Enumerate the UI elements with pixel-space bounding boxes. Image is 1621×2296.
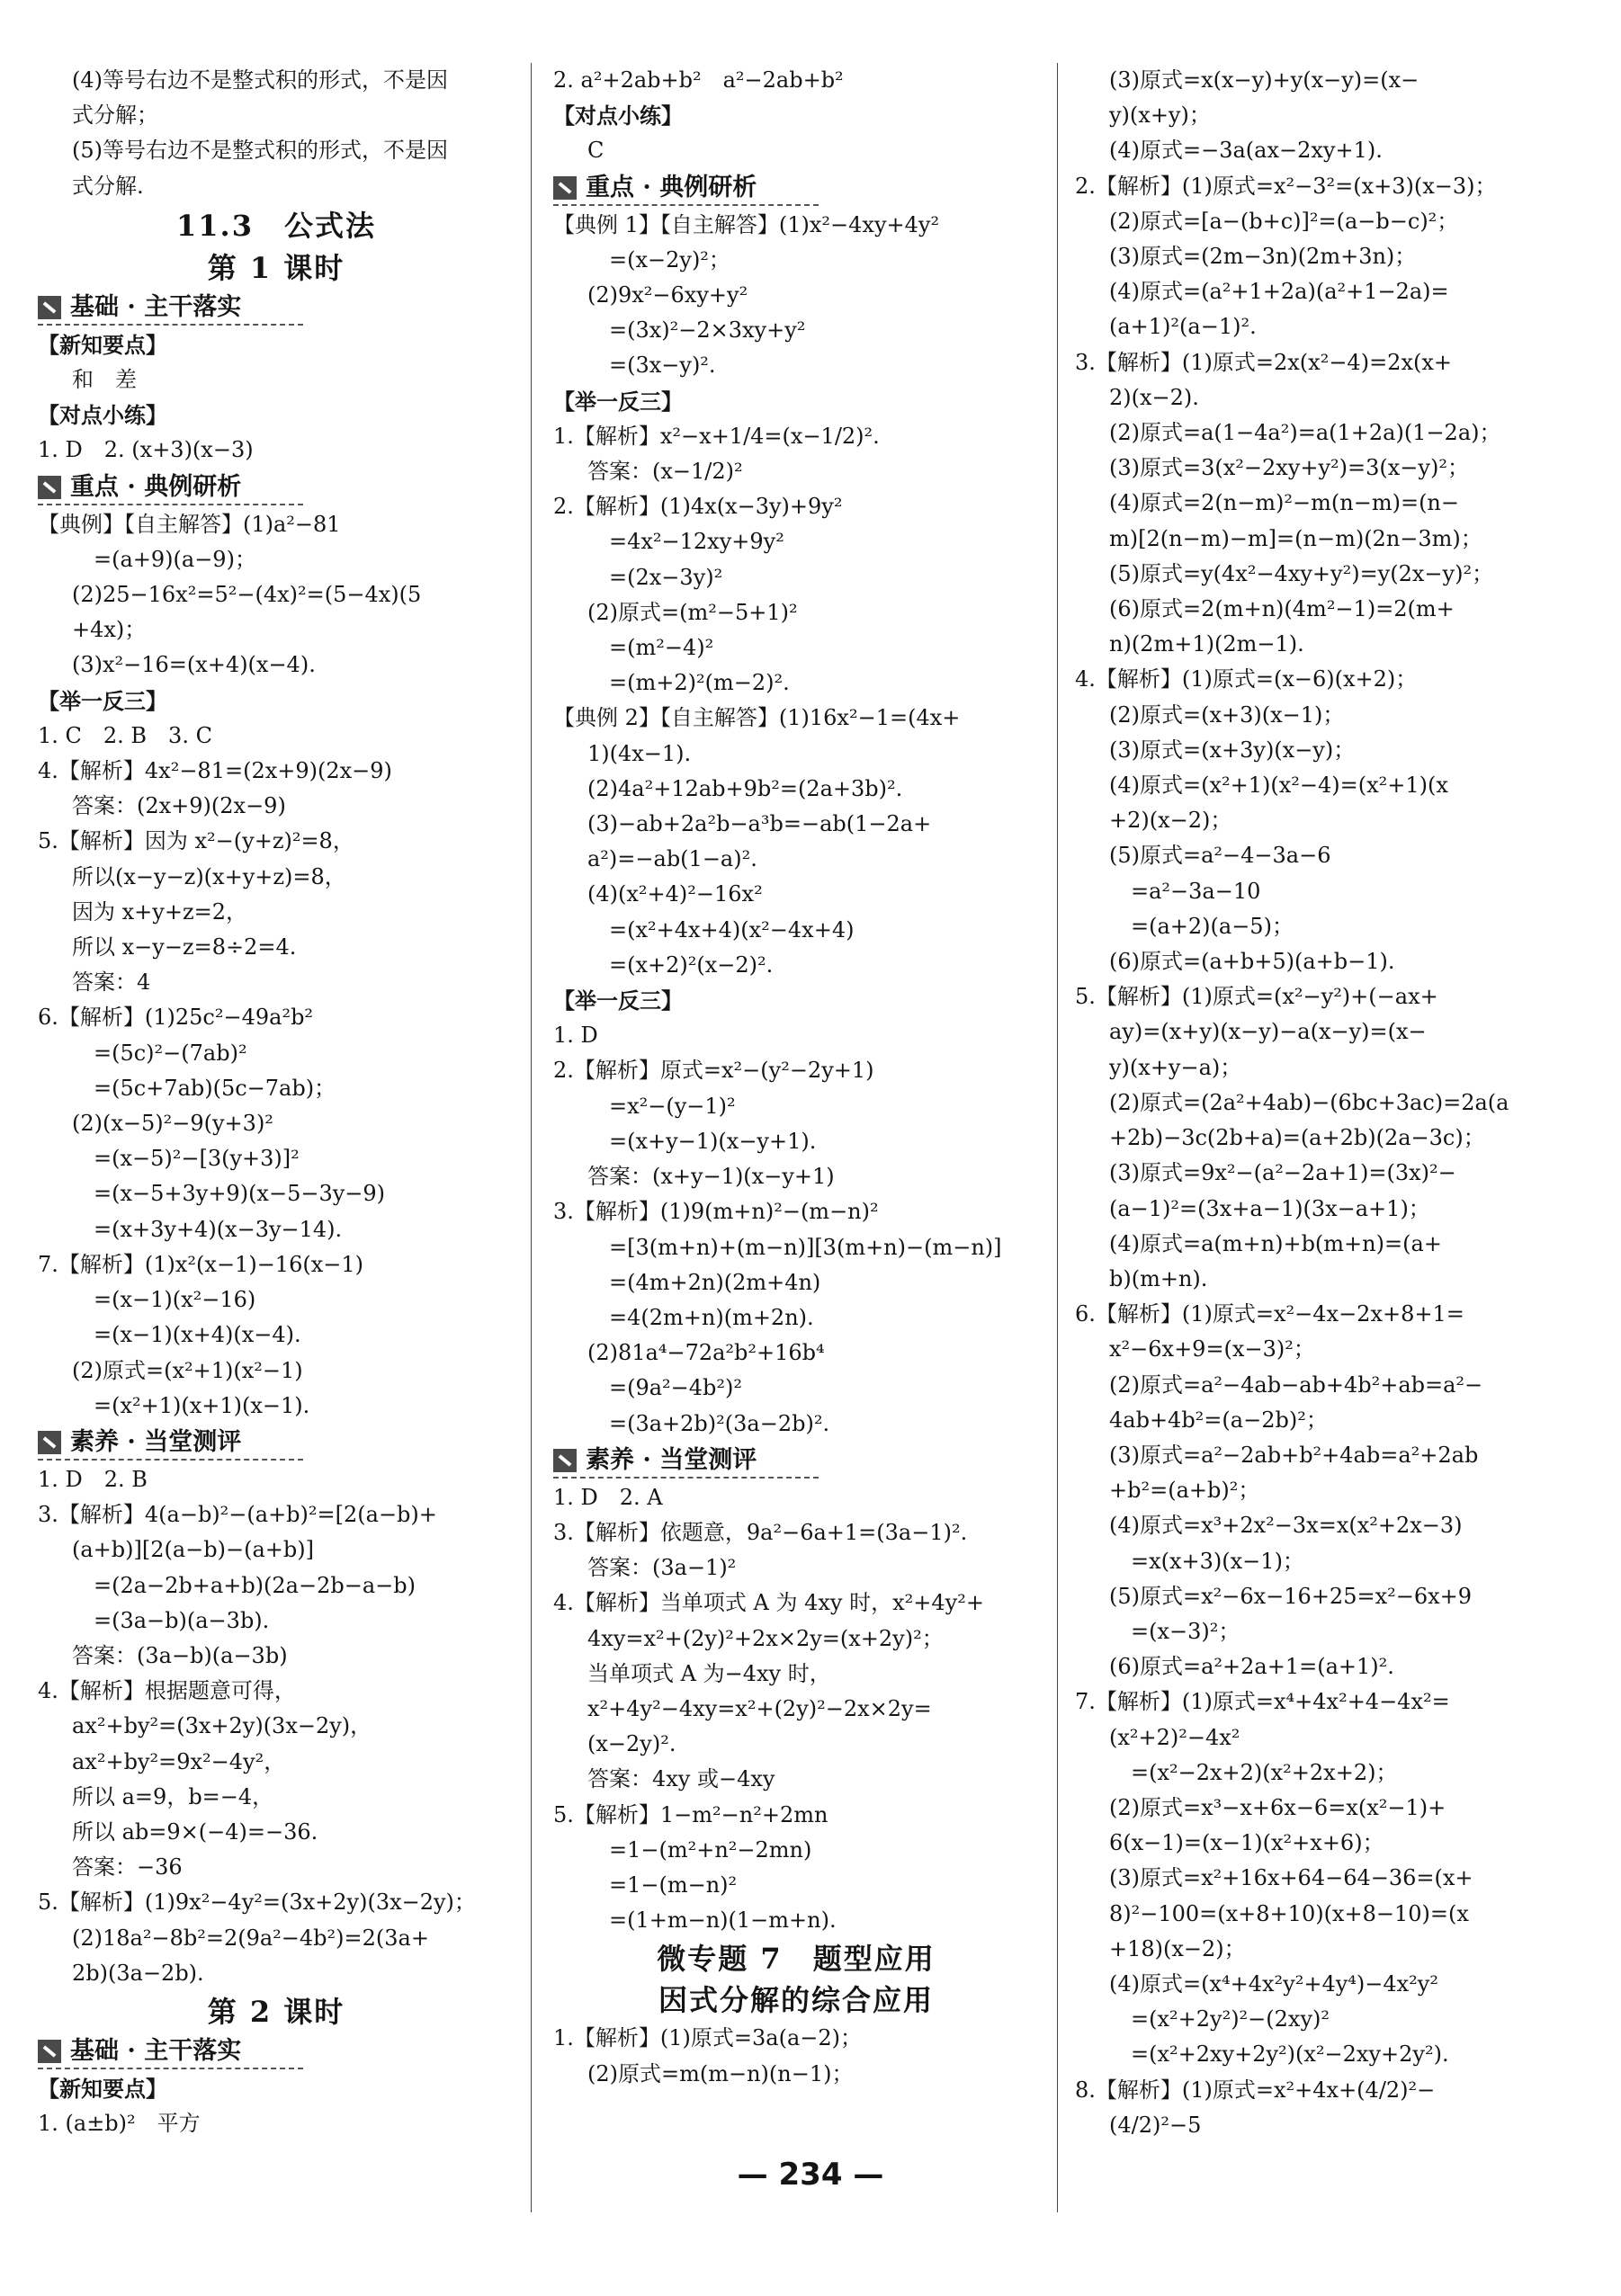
text-line: +4x)； (72, 617, 147, 643)
text-line: (4)原式=(x⁴+4x²y²+4y⁴)−4x²y² (1109, 1970, 1438, 1997)
section-header (38, 472, 303, 505)
text-line: 答案：(x+y−1)(x−y+1) (587, 1164, 835, 1190)
text-line: (4)原式=−3a(ax−2xy+1). (1109, 138, 1383, 164)
text-line: 7.【解析】(1)原式=x⁴+4x²+4−4x²= (1075, 1689, 1450, 1715)
text-line: 所以 ab=9×(−4)=−36. (72, 1818, 318, 1845)
answer-column-1 (38, 63, 515, 2141)
text-line: 2)(x−2). (1109, 384, 1199, 410)
text-line: (a+1)²(a−1)². (1109, 314, 1257, 340)
text-line: 5.【解析】(1)原式=(x²−y²)+(−ax+ (1075, 984, 1438, 1010)
text-line: (2)18a²−8b²=2(9a²−4b²)=2(3a+ (72, 1925, 429, 1951)
text-line: (4)原式=2(n−m)²−m(n−m)=(n− (1109, 490, 1460, 516)
text-line: x²+4y²−4xy=x²+(2y)²−2x×2y= (587, 1695, 932, 1721)
section-header (38, 2036, 303, 2069)
text-line: 4.【解析】根据题意可得， (38, 1678, 296, 1704)
text-line: n)(2m+1)(2m−1). (1109, 631, 1304, 657)
text-line: (6)原式=(a+b+5)(a+b−1). (1109, 949, 1395, 975)
section-marker-icon (553, 176, 577, 200)
text-line: (5)等号右边不是整式积的形式，不是因 (72, 138, 448, 164)
text-line: =(x²+2xy+2y²)(x²−2xy+2y²). (1131, 2041, 1449, 2068)
text-line: y)(x+y)； (1109, 103, 1211, 129)
section-title: 素养 · 当堂测评 (70, 1427, 242, 1456)
text-line: 4.【解析】4x²−81=(2x+9)(2x−9) (38, 758, 392, 784)
text-line: (5)原式=y(4x²−4xy+y²)=y(2x−y)²； (1109, 560, 1494, 586)
text-line: 答案：(3a−b)(a−3b) (72, 1642, 288, 1668)
page-number: — 234 — (737, 2157, 884, 2193)
section-marker-icon (38, 2040, 61, 2063)
text-line: (3)原式=(2m−3n)(2m+3n)； (1109, 244, 1417, 270)
text-line: =x²−(y−1)² (609, 1093, 736, 1119)
text-line: =a²−3a−10 (1131, 878, 1261, 904)
text-line: =(a+2)(a−5)； (1131, 913, 1294, 939)
answer-column-3 (1075, 63, 1588, 2143)
section-marker-icon (38, 296, 61, 319)
text-line: (2)原式=x³−x+6x−6=x(x²−1)+ (1109, 1794, 1446, 1820)
text-line: 【举一反三】 (553, 388, 683, 415)
text-line: =[3(m+n)+(m−n)][3(m+n)−(m−n)] (609, 1234, 1002, 1260)
text-line: =(3x)²−2×3xy+y² (609, 317, 806, 344)
text-line: (2)81a⁴−72a²b²+16b⁴ (587, 1340, 825, 1366)
text-line: =(x−2y)²； (609, 246, 730, 272)
text-line: 1.【解析】x²−x+1/4=(x−1/2)². (553, 423, 880, 449)
text-line: =x(x+3)(x−1)； (1131, 1548, 1304, 1574)
text-line: m)[2(n−m)−m]=(n−m)(2n−3m)； (1109, 525, 1482, 551)
text-line: 5.【解析】1−m²−n²+2mn (553, 1801, 828, 1827)
section-marker-icon (553, 1449, 577, 1472)
text-line: 【举一反三】 (38, 687, 167, 714)
text-line: 2.【解析】(1)4x(x−3y)+9y² (553, 494, 843, 520)
text-line: 4.【解析】(1)原式=(x−6)(x+2)； (1075, 666, 1418, 692)
text-line: =(x−5+3y+9)(x−5−3y−9) (94, 1181, 386, 1207)
text-line: =(x−5)²−[3(y+3)]² (94, 1146, 300, 1172)
text-line: =(3x−y)². (609, 353, 716, 379)
text-line: (3)原式=(x+3y)(x−y)； (1109, 737, 1356, 763)
text-line: (5)原式=a²−4−3a−6 (1109, 843, 1331, 869)
text-line: 所以 a=9，b=−4， (72, 1783, 274, 1809)
text-line: (4)原式=a(m+n)+b(m+n)=(a+ (1109, 1230, 1442, 1256)
section-header (38, 1427, 303, 1461)
text-line: 6(x−1)=(x−1)(x²+x+6)； (1109, 1830, 1384, 1856)
text-line: =(2a−2b+a+b)(2a−2b−a−b) (94, 1572, 416, 1598)
text-line: (5)原式=x²−6x−16+25=x²−6x+9 (1109, 1583, 1473, 1609)
text-line: 【新知要点】 (38, 331, 167, 358)
column-divider-right (1057, 63, 1058, 2212)
text-line: x²−6x+9=(x−3)²； (1109, 1336, 1315, 1362)
text-line: (x−2y)². (587, 1731, 676, 1757)
text-line: 8)²−100=(x+8+10)(x+8−10)=(x (1109, 1900, 1469, 1926)
text-line: ax²+by²=(3x+2y)(3x−2y)， (72, 1713, 372, 1739)
answer-column-2 (553, 63, 1039, 2092)
text-line: (3)−ab+2a²b−a³b=−ab(1−2a+ (587, 811, 932, 837)
section-marker-icon (38, 1431, 61, 1454)
text-line: (4)原式=(x²+1)(x²−4)=(x²+1)(x (1109, 773, 1448, 799)
text-line: 3.【解析】(1)9(m+n)²−(m−n)² (553, 1199, 879, 1225)
text-line: (3)原式=9x²−(a²−2a+1)=(3x)²− (1109, 1160, 1456, 1186)
text-line: b)(m+n). (1109, 1265, 1208, 1291)
text-line: 2. a²+2ab+b² a²−2ab+b² (553, 67, 844, 93)
section-title: 基础 · 主干落实 (70, 2036, 242, 2065)
text-line: =4(2m+n)(m+2n). (609, 1304, 814, 1330)
text-line: =1−(m²+n²−2mn) (609, 1836, 812, 1863)
text-line: 【新知要点】 (38, 2075, 167, 2102)
text-line: =(m²−4)² (609, 635, 714, 661)
text-line: 答案：−36 (72, 1854, 183, 1881)
text-line: =(a+9)(a−9)； (94, 546, 256, 572)
text-line: =(5c)²−(7ab)² (94, 1040, 247, 1066)
text-line: 所以 x−y−z=8÷2=4. (72, 934, 297, 960)
section-title: 重点 · 典例研析 (70, 472, 242, 501)
text-line: (4/2)²−5 (1109, 2112, 1202, 2138)
section-marker-icon (38, 476, 61, 499)
text-line: (4)(x²+4)²−16x² (587, 881, 763, 907)
text-line: 4ab+4b²=(a−2b)²； (1109, 1407, 1328, 1433)
text-line: 所以(x−y−z)(x+y+z)=8， (72, 863, 346, 889)
text-line: 答案：(x−1/2)² (587, 459, 743, 485)
text-line: 1)(4x−1). (587, 740, 692, 766)
text-line: =(m+2)²(m−2)². (609, 670, 790, 696)
text-line: ax²+by²=9x²−4y²， (72, 1748, 286, 1774)
text-line: 1. D 2. A (553, 1484, 663, 1510)
text-line: =(1+m−n)(1−m+n). (609, 1907, 837, 1934)
text-line: 当单项式 A 为−4xy 时， (587, 1660, 831, 1686)
column-divider-left (531, 63, 532, 2212)
section-header (553, 173, 819, 206)
text-line: =(3a+2b)²(3a−2b)². (609, 1410, 830, 1436)
text-line: 8.【解析】(1)原式=x²+4x+(4/2)²− (1075, 2077, 1436, 2103)
text-line: y)(x+y−a)； (1109, 1054, 1242, 1080)
text-line: 7.【解析】(1)x²(x−1)−16(x−1) (38, 1251, 363, 1277)
text-line: 5.【解析】因为 x²−(y+z)²=8， (38, 828, 354, 854)
text-line: (2)原式=(x+3)(x−1)； (1109, 701, 1345, 728)
text-line: =(2x−3y)² (609, 564, 723, 590)
text-line: (2)原式=a(1−4a²)=a(1+2a)(1−2a)； (1109, 420, 1501, 446)
section-header (553, 1445, 819, 1479)
text-line: =(x−3)²； (1131, 1618, 1240, 1644)
section-title: 素养 · 当堂测评 (586, 1445, 757, 1474)
section-title: 重点 · 典例研析 (586, 173, 757, 201)
lesson-title: 第 2 课时 (207, 1994, 345, 2029)
text-line: +2)(x−2)； (1109, 808, 1232, 834)
text-line: (4)等号右边不是整式积的形式，不是因 (72, 67, 448, 93)
text-line: =(x+2)²(x−2)². (609, 951, 774, 978)
text-line: 因为 x+y+z=2， (72, 898, 247, 925)
text-line: a²)=−ab(1−a)². (587, 846, 757, 872)
lesson-title: 第 1 课时 (207, 250, 345, 285)
text-line: 1. (a±b)² 平方 (38, 2111, 201, 2137)
text-line: 答案：4 (72, 969, 151, 996)
text-line: (2)原式=[a−(b+c)]²=(a−b−c)²； (1109, 208, 1459, 234)
text-line: (3)x²−16=(x+4)(x−4). (72, 652, 316, 678)
text-line: (x²+2)²−4x² (1109, 1724, 1240, 1750)
text-line: 【典例 1】【自主解答】(1)x²−4xy+4y² (553, 211, 940, 237)
text-line: =(x−1)(x+4)(x−4). (94, 1322, 301, 1348)
text-line: 和 差 (72, 367, 137, 393)
text-line: 3.【解析】依题意，9a²−6a+1=(3a−1)². (553, 1519, 968, 1545)
text-line: (3)原式=x(x−y)+y(x−y)=(x− (1109, 67, 1419, 93)
text-line: =(x²+4x+4)(x²−4x+4) (609, 916, 855, 943)
text-line: (2)25−16x²=5²−(4x)²=(5−4x)(5 (72, 582, 422, 608)
text-line: (2)原式=(2a²+4ab)−(6bc+3ac)=2a(a (1109, 1089, 1509, 1115)
text-line: +18)(x−2)； (1109, 1935, 1246, 1961)
text-line: =(x²+1)(x+1)(x−1). (94, 1392, 310, 1418)
text-line: 6.【解析】(1)原式=x²−4x−2x+8+1= (1075, 1301, 1464, 1327)
text-line: (4)原式=(a²+1+2a)(a²+1−2a)= (1109, 279, 1449, 305)
text-line: (2)(x−5)²−9(y+3)² (72, 1111, 273, 1137)
text-line: 式分解. (72, 173, 144, 199)
text-line: (2)9x²−6xy+y² (587, 282, 748, 308)
text-line: (a+b)][2(a−b)−(a+b)] (72, 1537, 314, 1563)
text-line: 3.【解析】4(a−b)²−(a+b)²=[2(a−b)+ (38, 1502, 437, 1528)
text-line: 2b)(3a−2b). (72, 1960, 204, 1986)
text-line: =(3a−b)(a−3b). (94, 1607, 270, 1633)
lesson-title: 微专题 7 题型应用 (657, 1942, 936, 1977)
text-line: (6)原式=a²+2a+1=(a+1)². (1109, 1654, 1394, 1680)
text-line: (2)原式=(x²+1)(x²−1) (72, 1357, 303, 1383)
text-line: =(9a²−4b²)² (609, 1375, 743, 1401)
text-line: 【对点小练】 (38, 402, 167, 429)
text-line: (2)4a²+12ab+9b²=(2a+3b)². (587, 775, 903, 801)
text-line: 2.【解析】(1)原式=x²−3²=(x+3)(x−3)； (1075, 173, 1497, 199)
text-line: (3)原式=3(x²−2xy+y²)=3(x−y)²； (1109, 455, 1469, 481)
text-line: (3)原式=x²+16x+64−64−36=(x+ (1109, 1865, 1473, 1891)
text-line: (2)原式=m(m−n)(n−1)； (587, 2060, 854, 2086)
text-line: (6)原式=2(m+n)(4m²−1)=2(m+ (1109, 596, 1455, 622)
text-line: 2.【解析】原式=x²−(y²−2y+1) (553, 1058, 874, 1084)
text-line: 1. D (553, 1023, 598, 1049)
text-line: 1.【解析】(1)原式=3a(a−2)； (553, 2025, 862, 2051)
text-line: (a−1)²=(3x+a−1)(3x−a+1)； (1109, 1195, 1430, 1221)
text-line: (2)原式=a²−4ab−ab+4b²+ab=a²− (1109, 1371, 1483, 1398)
text-line: =1−(m−n)² (609, 1872, 738, 1898)
text-line: =(x²+2y²)²−(2xy)² (1131, 2006, 1330, 2032)
text-line: 3.【解析】(1)原式=2x(x²−4)=2x(x+ (1075, 349, 1452, 375)
text-line: =(5c+7ab)(5c−7ab)； (94, 1075, 336, 1101)
text-line: +b²=(a+b)²； (1109, 1478, 1260, 1504)
lesson-title: 因式分解的综合应用 (658, 1983, 934, 2018)
text-line: =4x²−12xy+9y² (609, 529, 784, 555)
text-line: 答案：(3a−1)² (587, 1555, 737, 1581)
text-line: (4)原式=x³+2x²−3x=x(x²+2x−3) (1109, 1513, 1463, 1539)
text-line: =(x²−2x+2)(x²+2x+2)； (1131, 1759, 1398, 1785)
chapter-title: 11.3 公式法 (176, 208, 376, 243)
text-line: 【举一反三】 (553, 987, 683, 1014)
text-line: =(4m+2n)(2m+4n) (609, 1269, 821, 1295)
text-line: =(x+3y+4)(x−3y−14). (94, 1216, 343, 1242)
text-line: 5.【解析】(1)9x²−4y²=(3x+2y)(3x−2y)； (38, 1890, 476, 1916)
text-line: 1. D 2. B (38, 1466, 148, 1492)
text-line: 6.【解析】(1)25c²−49a²b² (38, 1005, 314, 1031)
section-title: 基础 · 主干落实 (70, 292, 242, 321)
text-line: 【对点小练】 (553, 103, 683, 130)
text-line: 1. D 2. (x+3)(x−3) (38, 437, 254, 463)
text-line: 式分解； (72, 103, 158, 129)
text-line: (2)原式=(m²−5+1)² (587, 599, 798, 625)
text-line: (3)原式=a²−2ab+b²+4ab=a²+2ab (1109, 1442, 1479, 1468)
text-line: 【典例 2】【自主解答】(1)16x²−1=(4x+ (553, 705, 961, 731)
text-line: 4.【解析】当单项式 A 为 4xy 时，x²+4y²+ (553, 1590, 984, 1616)
section-header (38, 292, 303, 326)
text-line: 1. C 2. B 3. C (38, 722, 212, 748)
text-line: ay)=(x+y)(x−y)−a(x−y)=(x− (1109, 1019, 1427, 1045)
text-line: +2b)−3c(2b+a)=(a+2b)(2a−3c)； (1109, 1125, 1485, 1151)
text-line: 【典例】【自主解答】(1)a²−81 (38, 511, 341, 537)
text-line: =(x−1)(x²−16) (94, 1287, 256, 1313)
text-line: 答案：(2x+9)(2x−9) (72, 793, 286, 819)
text-line: =(x+y−1)(x−y+1). (609, 1128, 817, 1154)
text-line: C (587, 138, 605, 164)
text-line: 4xy=x²+(2y)²+2x×2y=(x+2y)²； (587, 1625, 944, 1651)
text-line: 答案：4xy 或−4xy (587, 1766, 775, 1792)
